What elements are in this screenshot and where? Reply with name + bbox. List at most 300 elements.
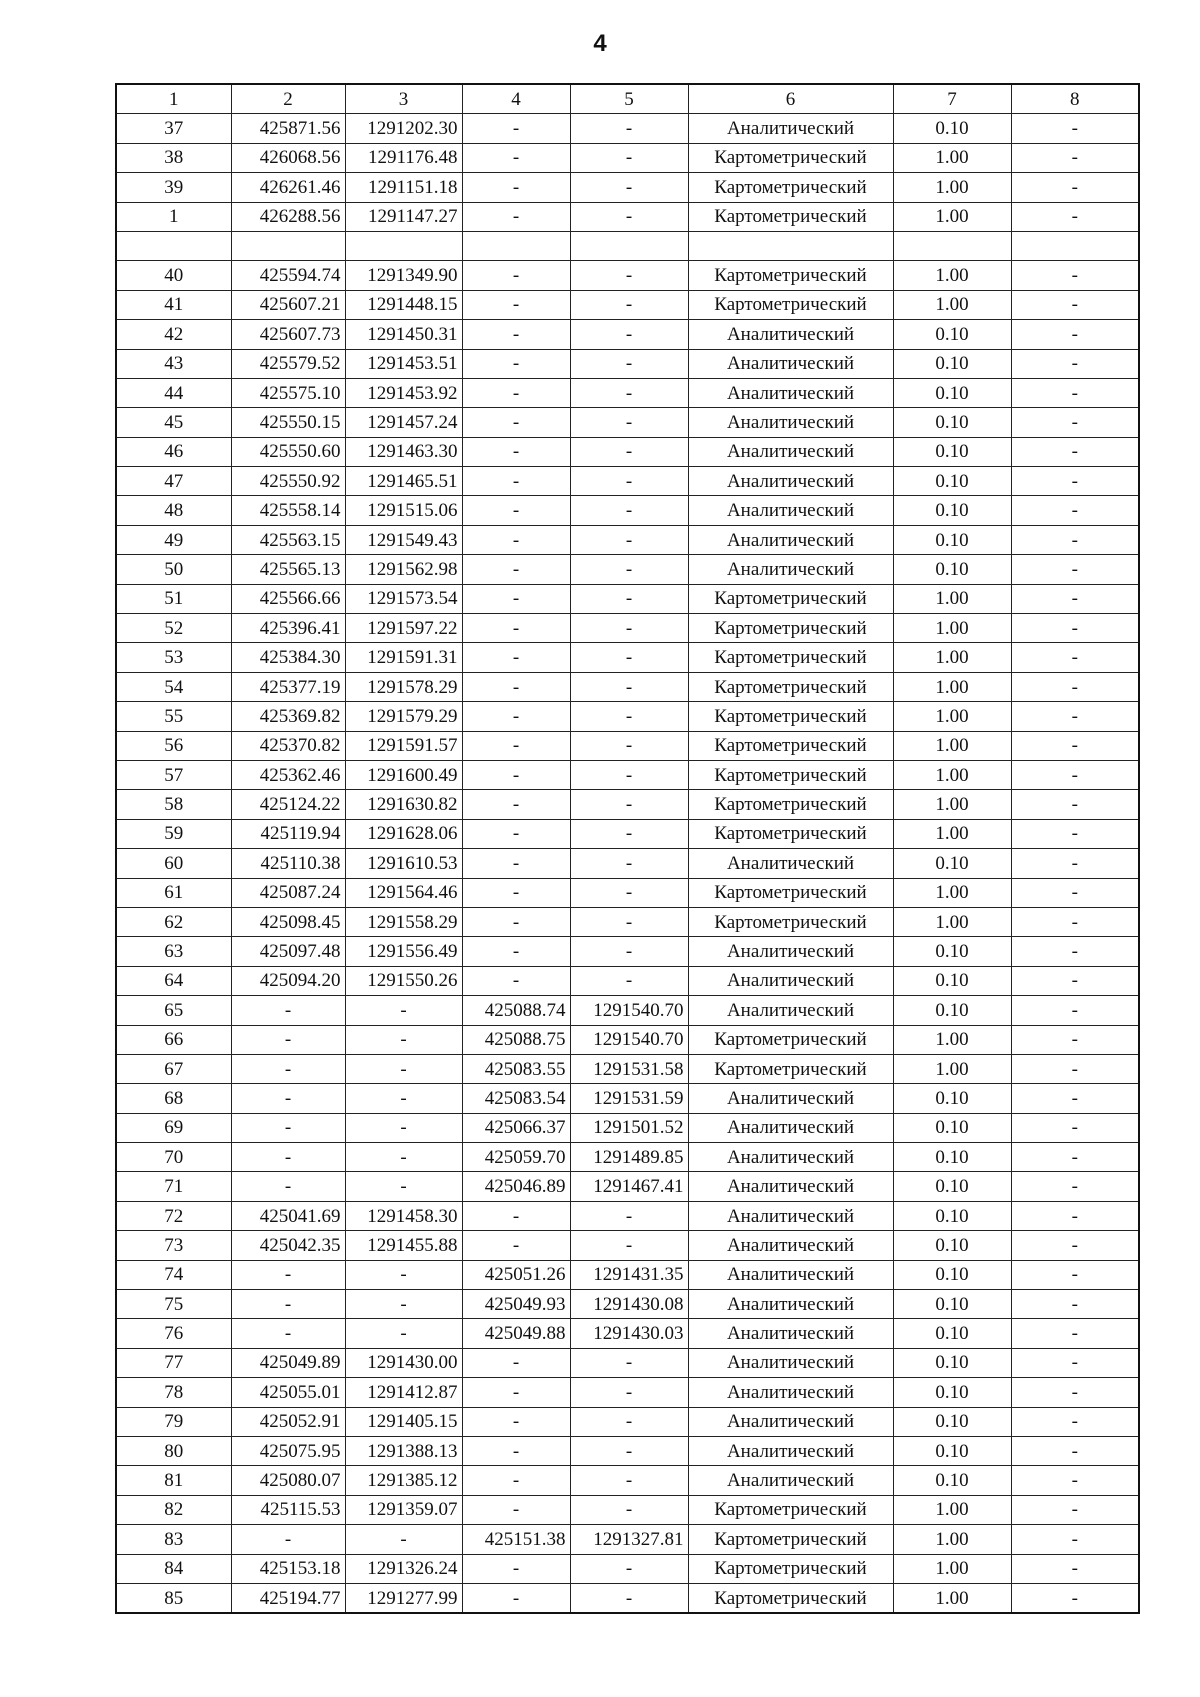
table-cell: - <box>231 996 345 1025</box>
table-cell: 39 <box>116 173 231 202</box>
table-cell: - <box>1011 1084 1139 1113</box>
table-cell: 80 <box>116 1436 231 1465</box>
table-cell: 1.00 <box>893 1054 1011 1083</box>
table-cell: 425059.70 <box>462 1143 570 1172</box>
table-cell: - <box>462 849 570 878</box>
table-cell: - <box>231 1319 345 1348</box>
table-cell: - <box>1011 467 1139 496</box>
table-cell: - <box>1011 1525 1139 1554</box>
table-cell: 1.00 <box>893 173 1011 202</box>
table-cell: - <box>1011 143 1139 172</box>
table-cell: 1291540.70 <box>570 996 688 1025</box>
table-cell: 425563.15 <box>231 525 345 554</box>
table-cell: - <box>345 1054 462 1083</box>
table-cell: 0.10 <box>893 937 1011 966</box>
table-row <box>116 937 1139 966</box>
table-cell: 1291327.81 <box>570 1525 688 1554</box>
table-cell: Аналитический <box>688 1436 893 1465</box>
table-cell: 0.10 <box>893 1290 1011 1319</box>
table-cell: - <box>570 143 688 172</box>
table-cell: 1291385.12 <box>345 1466 462 1495</box>
table-cell: 1291359.07 <box>345 1495 462 1524</box>
table-cell: 54 <box>116 672 231 701</box>
table-cell: - <box>462 290 570 319</box>
table-cell: 425377.19 <box>231 672 345 701</box>
table-cell: 0.10 <box>893 408 1011 437</box>
table-cell: - <box>1011 408 1139 437</box>
table-cell: - <box>570 261 688 290</box>
table-row <box>116 1143 1139 1172</box>
table-cell: - <box>231 1143 345 1172</box>
table-cell: 1.00 <box>893 290 1011 319</box>
table-cell: 426288.56 <box>231 202 345 231</box>
table-cell: 1.00 <box>893 614 1011 643</box>
column-header-7: 7 <box>893 84 1011 114</box>
table-cell: - <box>570 819 688 848</box>
table-cell: - <box>570 1348 688 1377</box>
table-cell: 1291453.92 <box>345 378 462 407</box>
table-cell: - <box>462 1378 570 1407</box>
table-cell: - <box>462 702 570 731</box>
table-row <box>116 202 1139 231</box>
table-cell: 1.00 <box>893 672 1011 701</box>
table-cell: 425871.56 <box>231 114 345 143</box>
column-header-6: 6 <box>688 84 893 114</box>
table-row <box>116 261 1139 290</box>
table-cell: 72 <box>116 1201 231 1230</box>
table-cell: 425607.21 <box>231 290 345 319</box>
table-cell: 0.10 <box>893 437 1011 466</box>
table-row <box>116 1113 1139 1142</box>
table-cell: - <box>570 437 688 466</box>
table-cell: 425088.74 <box>462 996 570 1025</box>
table-cell: 73 <box>116 1231 231 1260</box>
table-cell: 59 <box>116 819 231 848</box>
table-cell: - <box>462 114 570 143</box>
table-row <box>116 1319 1139 1348</box>
table-cell: - <box>462 1407 570 1436</box>
table-row <box>116 231 1139 260</box>
table-cell: 1.00 <box>893 584 1011 613</box>
table-cell: - <box>1011 672 1139 701</box>
table-cell: Картометрический <box>688 1554 893 1583</box>
table-cell: 1.00 <box>893 790 1011 819</box>
table-cell: - <box>1011 849 1139 878</box>
table-cell: 425087.24 <box>231 878 345 907</box>
table-cell: 60 <box>116 849 231 878</box>
table-cell: Аналитический <box>688 467 893 496</box>
table-cell: - <box>1011 1466 1139 1495</box>
table-row <box>116 1201 1139 1230</box>
table-cell: - <box>462 408 570 437</box>
column-header-3: 3 <box>345 84 462 114</box>
table-cell: 41 <box>116 290 231 319</box>
table-cell: 425049.89 <box>231 1348 345 1377</box>
table-cell: 0.10 <box>893 1231 1011 1260</box>
table-row <box>116 349 1139 378</box>
table-cell: 1.00 <box>893 1025 1011 1054</box>
table-row <box>116 1054 1139 1083</box>
table-cell: 1291515.06 <box>345 496 462 525</box>
table-cell: Картометрический <box>688 702 893 731</box>
table-cell: - <box>570 1407 688 1436</box>
table-cell: - <box>1011 1172 1139 1201</box>
table-row <box>116 1407 1139 1436</box>
table-cell: 425041.69 <box>231 1201 345 1230</box>
table-cell: - <box>1011 525 1139 554</box>
table-cell: Аналитический <box>688 349 893 378</box>
table-cell: Картометрический <box>688 1054 893 1083</box>
table-cell: 0.10 <box>893 1378 1011 1407</box>
table-cell: 425094.20 <box>231 966 345 995</box>
table-row <box>116 907 1139 936</box>
table-cell: Картометрический <box>688 614 893 643</box>
table-cell: - <box>1011 614 1139 643</box>
table-cell: - <box>462 173 570 202</box>
table-cell: Аналитический <box>688 1378 893 1407</box>
table-cell: - <box>1011 1495 1139 1524</box>
table-cell: 0.10 <box>893 1436 1011 1465</box>
table-cell: - <box>462 1495 570 1524</box>
table-cell: - <box>345 1260 462 1289</box>
table-cell: - <box>462 1466 570 1495</box>
table-cell: 425042.35 <box>231 1231 345 1260</box>
table-cell: 0.10 <box>893 1172 1011 1201</box>
table-cell: 81 <box>116 1466 231 1495</box>
table-cell: 425396.41 <box>231 614 345 643</box>
table-cell: - <box>462 760 570 789</box>
table-cell: 1291591.57 <box>345 731 462 760</box>
table-cell: 1.00 <box>893 261 1011 290</box>
table-cell: - <box>345 1113 462 1142</box>
table-cell <box>231 231 345 260</box>
page-number: 4 <box>593 30 607 57</box>
table-cell: 1291591.31 <box>345 643 462 672</box>
table-row <box>116 614 1139 643</box>
table-cell: - <box>1011 1113 1139 1142</box>
table-cell: 56 <box>116 731 231 760</box>
table-cell: 1291465.51 <box>345 467 462 496</box>
table-row <box>116 1172 1139 1201</box>
table-cell: - <box>570 760 688 789</box>
table-row <box>116 1348 1139 1377</box>
table-cell: 1291430.03 <box>570 1319 688 1348</box>
table-row <box>116 878 1139 907</box>
table-cell: 0.10 <box>893 966 1011 995</box>
table-cell: - <box>1011 202 1139 231</box>
table-cell: 425550.60 <box>231 437 345 466</box>
table-cell: - <box>231 1084 345 1113</box>
table-row <box>116 378 1139 407</box>
table-cell: 76 <box>116 1319 231 1348</box>
table-cell: 1291562.98 <box>345 555 462 584</box>
table-cell: - <box>345 1319 462 1348</box>
table-row <box>116 1231 1139 1260</box>
table-cell: 1291430.08 <box>570 1290 688 1319</box>
table-cell: - <box>1011 1319 1139 1348</box>
table-row <box>116 290 1139 319</box>
table-cell: - <box>570 878 688 907</box>
table-cell <box>688 231 893 260</box>
table-cell: - <box>462 937 570 966</box>
table-cell: 1.00 <box>893 731 1011 760</box>
table-cell: - <box>1011 290 1139 319</box>
table-cell: - <box>462 731 570 760</box>
table-cell: - <box>1011 1378 1139 1407</box>
table-cell: Аналитический <box>688 1348 893 1377</box>
table-row <box>116 1084 1139 1113</box>
table-cell: Картометрический <box>688 143 893 172</box>
table-row <box>116 1260 1139 1289</box>
table-cell: 0.10 <box>893 1348 1011 1377</box>
table-cell: 425151.38 <box>462 1525 570 1554</box>
table-cell: 52 <box>116 614 231 643</box>
table-cell: 70 <box>116 1143 231 1172</box>
table-cell: 1.00 <box>893 143 1011 172</box>
table-cell: 1291457.24 <box>345 408 462 437</box>
column-header-1: 1 <box>116 84 231 114</box>
table-cell: 47 <box>116 467 231 496</box>
table-cell: 66 <box>116 1025 231 1054</box>
table-cell: 49 <box>116 525 231 554</box>
table-cell: 425075.95 <box>231 1436 345 1465</box>
table-cell: 0.10 <box>893 1113 1011 1142</box>
table-cell: 1291531.58 <box>570 1054 688 1083</box>
table-cell: 61 <box>116 878 231 907</box>
table-row <box>116 672 1139 701</box>
table-cell: 425194.77 <box>231 1583 345 1613</box>
table-cell: 1291431.35 <box>570 1260 688 1289</box>
table-cell: - <box>570 320 688 349</box>
table-cell: - <box>462 1348 570 1377</box>
table-cell: Картометрический <box>688 261 893 290</box>
table-cell: 37 <box>116 114 231 143</box>
table-cell: 0.10 <box>893 996 1011 1025</box>
table-cell: - <box>570 114 688 143</box>
table-cell: 0.10 <box>893 496 1011 525</box>
table-cell: - <box>570 555 688 584</box>
table-cell: - <box>1011 555 1139 584</box>
table-cell: Аналитический <box>688 437 893 466</box>
table-cell: Картометрический <box>688 1583 893 1613</box>
table-cell: 1.00 <box>893 907 1011 936</box>
table-cell: - <box>570 731 688 760</box>
table-cell: - <box>570 1378 688 1407</box>
table-cell: - <box>570 1201 688 1230</box>
table-cell: Аналитический <box>688 1319 893 1348</box>
table-cell: 425607.73 <box>231 320 345 349</box>
table-cell: - <box>462 790 570 819</box>
table-cell: - <box>462 525 570 554</box>
table-cell: 1291501.52 <box>570 1113 688 1142</box>
table-row <box>116 1025 1139 1054</box>
table-cell: Картометрический <box>688 584 893 613</box>
table-cell: - <box>1011 1201 1139 1230</box>
table-cell: Аналитический <box>688 496 893 525</box>
table-cell: - <box>231 1172 345 1201</box>
table-cell: - <box>570 849 688 878</box>
table-cell: - <box>345 1143 462 1172</box>
table-cell: 1291564.46 <box>345 878 462 907</box>
table-cell: - <box>1011 320 1139 349</box>
table-cell: 425080.07 <box>231 1466 345 1495</box>
table-cell: 426068.56 <box>231 143 345 172</box>
table-row <box>116 643 1139 672</box>
table-cell: 69 <box>116 1113 231 1142</box>
table-cell: 0.10 <box>893 525 1011 554</box>
table-row <box>116 408 1139 437</box>
table-cell: 1.00 <box>893 1554 1011 1583</box>
table-cell: 1291326.24 <box>345 1554 462 1583</box>
table-cell: 38 <box>116 143 231 172</box>
table-cell: - <box>462 555 570 584</box>
table-cell: 425384.30 <box>231 643 345 672</box>
table-cell: 1291630.82 <box>345 790 462 819</box>
table-cell: - <box>570 907 688 936</box>
table-row <box>116 1466 1139 1495</box>
table-cell: - <box>570 584 688 613</box>
table-cell: 425579.52 <box>231 349 345 378</box>
table-cell: 425052.91 <box>231 1407 345 1436</box>
table-row <box>116 1554 1139 1583</box>
table-cell: 426261.46 <box>231 173 345 202</box>
table-row <box>116 760 1139 789</box>
table-cell: - <box>231 1525 345 1554</box>
table-cell: 1.00 <box>893 878 1011 907</box>
table-cell: - <box>1011 1407 1139 1436</box>
table-cell: Аналитический <box>688 408 893 437</box>
table-cell: Картометрический <box>688 731 893 760</box>
table-cell: 1.00 <box>893 202 1011 231</box>
table-cell: - <box>345 1172 462 1201</box>
table-cell: - <box>1011 878 1139 907</box>
table-cell: - <box>1011 437 1139 466</box>
table-cell: - <box>1011 261 1139 290</box>
table-cell: 425083.55 <box>462 1054 570 1083</box>
column-header-5: 5 <box>570 84 688 114</box>
table-cell: Картометрический <box>688 907 893 936</box>
table-cell: 425088.75 <box>462 1025 570 1054</box>
column-header-2: 2 <box>231 84 345 114</box>
table-cell: Аналитический <box>688 1113 893 1142</box>
table-cell: 45 <box>116 408 231 437</box>
table-cell: - <box>1011 1054 1139 1083</box>
table-cell: 0.10 <box>893 1143 1011 1172</box>
table-cell: - <box>462 907 570 936</box>
table-cell: 65 <box>116 996 231 1025</box>
table-cell: Аналитический <box>688 1143 893 1172</box>
table-cell: 1291412.87 <box>345 1378 462 1407</box>
table-cell: 84 <box>116 1554 231 1583</box>
table-cell: - <box>570 937 688 966</box>
table-cell: 425097.48 <box>231 937 345 966</box>
table-cell: - <box>1011 790 1139 819</box>
table-cell: 0.10 <box>893 1319 1011 1348</box>
table-cell: 1.00 <box>893 760 1011 789</box>
table-cell: 1291579.29 <box>345 702 462 731</box>
table-cell: - <box>231 1290 345 1319</box>
table-row <box>116 790 1139 819</box>
table-cell: - <box>462 349 570 378</box>
table-cell: - <box>1011 702 1139 731</box>
table-cell: - <box>570 790 688 819</box>
table-cell: - <box>345 996 462 1025</box>
table-cell: 1291550.26 <box>345 966 462 995</box>
table-cell: 83 <box>116 1525 231 1554</box>
table-cell: 0.10 <box>893 555 1011 584</box>
table-row <box>116 496 1139 525</box>
table-row <box>116 702 1139 731</box>
table-cell: - <box>231 1260 345 1289</box>
table-cell: Аналитический <box>688 1201 893 1230</box>
table-cell: - <box>462 202 570 231</box>
table-cell: 0.10 <box>893 467 1011 496</box>
table-cell: 0.10 <box>893 320 1011 349</box>
table-cell: 1291405.15 <box>345 1407 462 1436</box>
table-row <box>116 320 1139 349</box>
table-cell: - <box>231 1054 345 1083</box>
table-cell: Аналитический <box>688 996 893 1025</box>
table-cell: 425369.82 <box>231 702 345 731</box>
table-cell: 1291531.59 <box>570 1084 688 1113</box>
table-cell: 425575.10 <box>231 378 345 407</box>
table-cell: - <box>1011 819 1139 848</box>
table-cell: - <box>462 1201 570 1230</box>
table-cell: Аналитический <box>688 1407 893 1436</box>
table-cell: 1291600.49 <box>345 760 462 789</box>
table-cell: Картометрический <box>688 643 893 672</box>
table-cell: Картометрический <box>688 1525 893 1554</box>
table-cell: 425115.53 <box>231 1495 345 1524</box>
table-cell: - <box>462 672 570 701</box>
table-cell: - <box>1011 378 1139 407</box>
table-cell: 0.10 <box>893 1407 1011 1436</box>
table-cell: 425083.54 <box>462 1084 570 1113</box>
table-cell: 48 <box>116 496 231 525</box>
table-row <box>116 143 1139 172</box>
table-cell: - <box>570 966 688 995</box>
table-cell: - <box>1011 996 1139 1025</box>
table-cell: - <box>1011 1231 1139 1260</box>
table-cell: 1291556.49 <box>345 937 462 966</box>
table-row <box>116 584 1139 613</box>
table-cell: - <box>462 437 570 466</box>
table-cell: 1291202.30 <box>345 114 462 143</box>
table-cell: - <box>462 614 570 643</box>
table-cell: 75 <box>116 1290 231 1319</box>
table-cell: - <box>462 261 570 290</box>
table-cell: 1.00 <box>893 1583 1011 1613</box>
table-cell <box>462 231 570 260</box>
table-cell: 42 <box>116 320 231 349</box>
table-cell: - <box>570 202 688 231</box>
table-cell: Аналитический <box>688 320 893 349</box>
table-cell: Аналитический <box>688 525 893 554</box>
table-cell: - <box>1011 1025 1139 1054</box>
table-cell <box>1011 231 1139 260</box>
table-cell: Аналитический <box>688 1466 893 1495</box>
table-cell: 63 <box>116 937 231 966</box>
table-cell: 0.10 <box>893 114 1011 143</box>
table-cell: - <box>1011 349 1139 378</box>
table-cell: - <box>1011 966 1139 995</box>
table-body <box>116 114 1139 1613</box>
table-cell: - <box>1011 114 1139 143</box>
table-cell: - <box>231 1113 345 1142</box>
table-row <box>116 731 1139 760</box>
table-cell: 74 <box>116 1260 231 1289</box>
table-cell: - <box>231 1025 345 1054</box>
